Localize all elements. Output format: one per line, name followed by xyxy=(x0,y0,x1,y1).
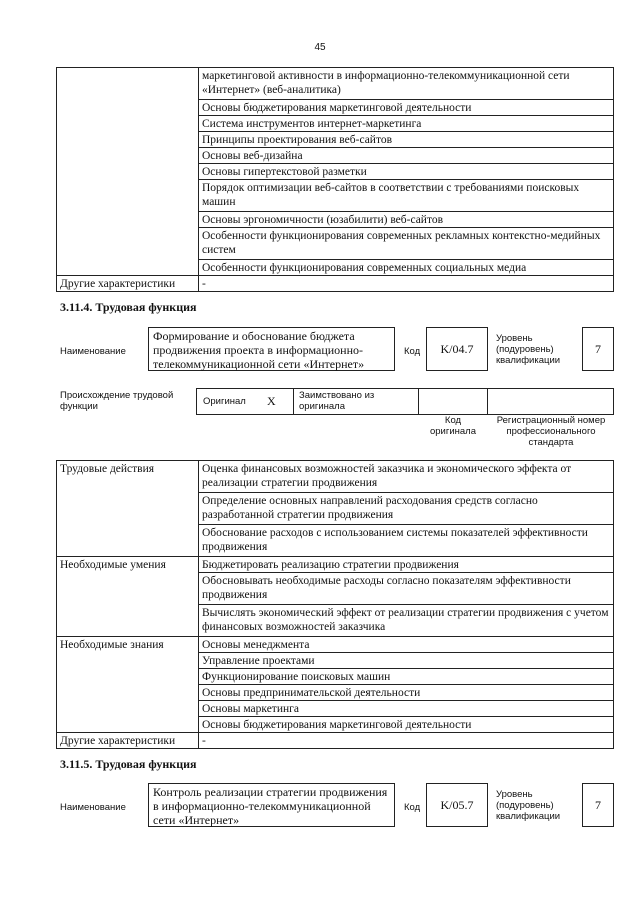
table-row xyxy=(57,68,614,100)
row-label-other: Другие характеристики xyxy=(57,733,199,749)
knowledge-item: Основы маркетинга xyxy=(199,701,614,717)
section-title: 3.11.5. Трудовая функция xyxy=(60,757,197,771)
knowledge-item: Особенности функционирования современных социальных медиа xyxy=(199,260,614,276)
labor-action-item: Оценка финансовых возможностей заказчика и экономического эффекта от реализации стратегии продвижения xyxy=(199,461,614,493)
code-box xyxy=(426,783,488,827)
page-number: 45 xyxy=(314,42,326,53)
level-value: 7 xyxy=(595,342,601,356)
knowledge-item: Порядок оптимизации веб-сайтов в соответствии с требованиями поисковых машин xyxy=(199,180,614,212)
level-box xyxy=(582,783,614,827)
labor-action-item: Обоснование расходов с использованием системы показателей эффективности продвижения xyxy=(199,525,614,557)
function-name: Контроль реализации стратегии продвижения в информационно-телекоммуникационной сети «Интернет» xyxy=(153,785,388,827)
row-label-skills: Необходимые умения xyxy=(57,557,199,637)
knowledge-item: Функционирование поисковых машин xyxy=(199,669,614,685)
level-label: Уровень (подуровень) квалификации xyxy=(496,789,561,822)
skill-item: Обосновывать необходимые расходы согласно показателям эффективности продвижения xyxy=(199,573,614,605)
knowledge-item: Основы менеджмента xyxy=(199,637,614,653)
table-row xyxy=(57,637,614,653)
code-box xyxy=(426,327,488,371)
name-label: Наименование xyxy=(60,346,126,357)
knowledge-item: Особенности функционирования современных рекламных контекстно-медийных систем xyxy=(199,228,614,260)
function-name-box xyxy=(148,327,395,371)
reg-number-caption: Регистрационный номер профессионального стандарта xyxy=(496,415,606,448)
original-mark: X xyxy=(267,394,276,408)
other-characteristics-value: - xyxy=(199,276,614,292)
skill-item: Вычислять экономический эффект от реализации стратегии продвижения с учетом финансовых возможностей заказчика xyxy=(199,605,614,637)
knowledge-item: Управление проектами xyxy=(199,653,614,669)
knowledge-item: Система инструментов интернет-маркетинга xyxy=(199,116,614,132)
labor-action-item: Определение основных направлений расходования средств согласно разработанной стратегии продвижения xyxy=(199,493,614,525)
name-label: Наименование xyxy=(60,802,126,813)
table-row xyxy=(57,276,614,292)
knowledge-item: Основы бюджетирования маркетинговой деятельности xyxy=(199,100,614,116)
code-original-caption: Код оригинала xyxy=(429,415,476,437)
table-row xyxy=(57,557,614,573)
original-label: Оригинал xyxy=(203,396,246,407)
function-name: Формирование и обоснование бюджета продвижения проекта в информационно-телекоммуникационной сети «Интернет» xyxy=(153,329,365,371)
section-title: 3.11.4. Трудовая функция xyxy=(60,300,197,314)
knowledge-table-continued xyxy=(56,67,614,292)
code-label: Код xyxy=(404,802,421,813)
function-name-box xyxy=(148,783,395,827)
borrowed-label: Заимствовано из оригинала xyxy=(299,390,375,412)
origin-divider-1 xyxy=(293,388,294,415)
other-characteristics-label: Другие характеристики xyxy=(57,276,199,292)
labor-function-table xyxy=(56,460,614,749)
level-label: Уровень (подуровень) квалификации xyxy=(496,333,561,366)
table-row xyxy=(57,461,614,493)
code-value: K/05.7 xyxy=(440,798,474,812)
origin-divider-3 xyxy=(487,388,488,415)
level-box xyxy=(582,327,614,371)
origin-divider-2 xyxy=(418,388,419,415)
level-value: 7 xyxy=(595,798,601,812)
label-cell-empty xyxy=(57,68,199,276)
code-label: Код xyxy=(404,346,421,357)
skill-item: Бюджетировать реализацию стратегии продвижения xyxy=(199,557,614,573)
knowledge-item: Основы веб-дизайна xyxy=(199,148,614,164)
row-label-actions: Трудовые действия xyxy=(57,461,199,557)
origin-label: Происхождение трудовой функции xyxy=(60,390,174,412)
knowledge-item: Принципы проектирования веб-сайтов xyxy=(199,132,614,148)
knowledge-item: Основы предпринимательской деятельности xyxy=(199,685,614,701)
knowledge-item: Основы бюджетирования маркетинговой деятельности xyxy=(199,717,614,733)
knowledge-item: Основы эргономичности (юзабилити) веб-сайтов xyxy=(199,212,614,228)
table-row xyxy=(57,733,614,749)
other-characteristics-value: - xyxy=(199,733,614,749)
knowledge-item: Основы гипертекстовой разметки xyxy=(199,164,614,180)
code-value: K/04.7 xyxy=(440,342,474,356)
knowledge-item: маркетинговой активности в информационно-телекоммуникационной сети «Интернет» (веб-аналитика) xyxy=(199,68,614,100)
row-label-knowledge: Необходимые знания xyxy=(57,637,199,733)
